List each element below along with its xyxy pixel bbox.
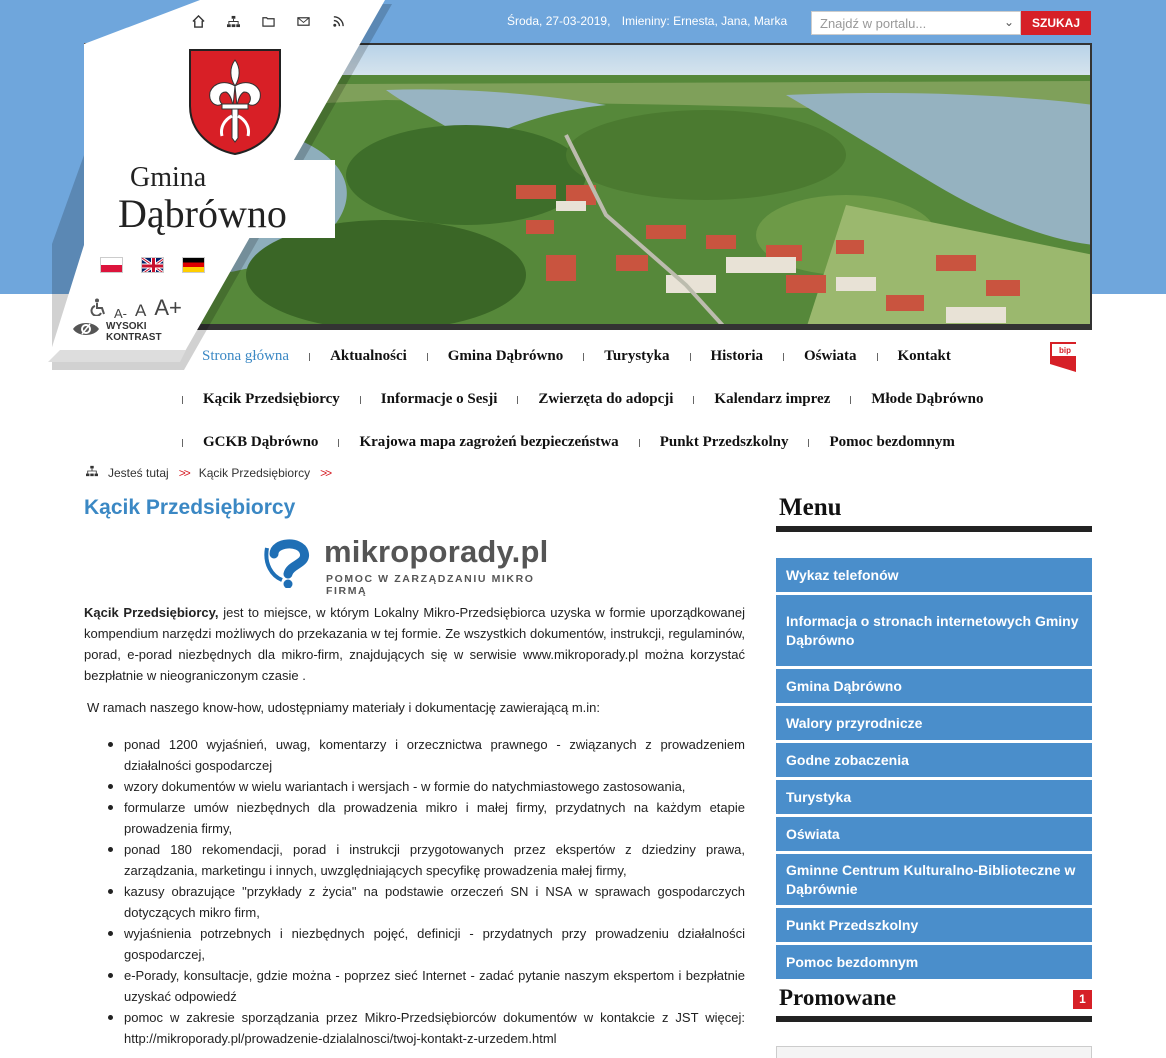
- font-normal-button[interactable]: A: [135, 301, 147, 320]
- sitemap-icon[interactable]: [225, 13, 242, 30]
- contrast-line2: KONTRAST: [106, 331, 162, 343]
- intro-bold: Kącik Przedsiębiorcy,: [84, 605, 219, 620]
- list-item: formularze umów niezbędnych dla prowadzenia mikro i małej firmy, przydatnych na każdym etapie prowadzenia firmy,: [124, 797, 745, 839]
- features-list: [124, 734, 745, 1049]
- nav-item-history[interactable]: Historia: [710, 348, 764, 364]
- wheelchair-icon[interactable]: [90, 298, 106, 321]
- utility-icons: [190, 13, 347, 30]
- sidebar-item-nature[interactable]: Walory przyrodnicze: [776, 706, 1092, 740]
- nav-item-calendar[interactable]: Kalendarz imprez: [714, 391, 831, 407]
- sidebar-item-gmina[interactable]: Gmina Dąbrówno: [776, 669, 1092, 703]
- sidebar-item-homeless[interactable]: Pomoc bezdomnym: [776, 945, 1092, 979]
- flag-pl-icon[interactable]: [100, 257, 123, 273]
- nav-item-education[interactable]: Oświata: [804, 348, 857, 364]
- nav-item-home[interactable]: Strona główna: [202, 348, 290, 364]
- mikroporady-logo[interactable]: [264, 534, 574, 597]
- search-input[interactable]: [811, 11, 1021, 35]
- main-nav-row-3: [182, 434, 975, 451]
- nav-item-gckb[interactable]: GCKB Dąbrówno: [203, 434, 319, 450]
- sidebar-item-preschool[interactable]: Punkt Przedszkolny: [776, 908, 1092, 942]
- nav-item-session-info[interactable]: Informacje o Sesji: [380, 391, 498, 407]
- flag-de-icon[interactable]: [182, 257, 205, 273]
- sidebar-item-sights[interactable]: Godne zobaczenia: [776, 743, 1092, 777]
- flag-uk-icon[interactable]: [141, 257, 164, 273]
- namedays: Imieniny: Ernesta, Jana, Marka: [621, 14, 788, 28]
- promoted-count-badge: 1: [1073, 990, 1092, 1009]
- bip-label: bip: [1059, 346, 1071, 355]
- high-contrast-toggle[interactable]: [72, 320, 162, 343]
- sidebar-item-phones[interactable]: Wykaz telefonów: [776, 558, 1092, 592]
- question-mark-icon: [264, 536, 310, 588]
- breadcrumb-current[interactable]: Kącik Przedsiębiorcy: [198, 465, 311, 480]
- logo-name: mikroporady.pl: [324, 534, 549, 569]
- nav-item-threat-map[interactable]: Krajowa mapa zagrożeń bezpieczeństwa: [359, 434, 619, 450]
- brand-line2: Dąbrówno: [118, 191, 287, 236]
- main-nav-row-2: [182, 391, 1003, 408]
- mail-icon[interactable]: [295, 13, 312, 30]
- folder-icon[interactable]: [260, 13, 277, 30]
- site-brand[interactable]: [110, 160, 335, 238]
- promoted-box: [776, 1046, 1092, 1058]
- search-button[interactable]: SZUKAJ: [1021, 11, 1091, 35]
- chevron-right-icon: >>: [320, 465, 331, 480]
- nav-item-entrepreneur[interactable]: Kącik Przedsiębiorcy: [203, 391, 340, 407]
- sidebar-item-websites[interactable]: Informacja o stronach internetowych Gminy Dąbrówno: [776, 595, 1092, 666]
- list-item: e-Porady, konsultacje, gdzie można - poprzez sieć Internet - zadać pytanie naszym ekspertom i bezpłatnie uzyskać odpowiedź: [124, 965, 745, 1007]
- eye-icon: [72, 320, 100, 343]
- promoted-title: Promowane: [779, 985, 897, 1010]
- sidebar-item-tourism[interactable]: Turystyka: [776, 780, 1092, 814]
- list-item: ponad 1200 wyjaśnień, uwag, komentarzy i orzecznictwa prawnego - związanych z prowadzeniem działalności gospodarczej: [124, 734, 745, 776]
- font-decrease-button[interactable]: A-: [114, 306, 127, 321]
- search-placeholder: Znajdź w portalu...: [820, 16, 927, 31]
- nav-item-animals[interactable]: Zwierzęta do adopcji: [538, 391, 674, 407]
- home-icon[interactable]: [190, 13, 207, 30]
- sitemap-icon: [86, 465, 98, 480]
- nav-item-homeless[interactable]: Pomoc bezdomnym: [829, 434, 955, 450]
- breadcrumb-label: Jesteś tutaj: [108, 465, 169, 480]
- chevron-down-icon[interactable]: ⌄: [1003, 15, 1014, 29]
- sidebar-item-culture-center[interactable]: Gminne Centrum Kulturalno-Biblioteczne w Dąbrównie: [776, 854, 1092, 905]
- list-item: kazusy obrazujące "przykłady z życia" na podstawie orzeczeń SN i NSA w sprawach gospodarczych dotyczących mikro firm,: [124, 881, 745, 923]
- nav-item-tourism[interactable]: Turystyka: [604, 348, 670, 364]
- accessibility-controls: [90, 295, 182, 321]
- list-item: wzory dokumentów w wielu wariantach i wersjach - w formie do natychmiastowego zastosowania,: [124, 776, 745, 797]
- intro-paragraph: [84, 602, 745, 686]
- sidebar-item-education[interactable]: Oświata: [776, 817, 1092, 851]
- logo-tagline: POMOC W ZARZĄDZANIU MIKRO FIRMĄ: [326, 573, 535, 597]
- nav-item-contact[interactable]: Kontakt: [897, 348, 951, 364]
- sidebar-menu-title: Menu: [779, 494, 842, 521]
- language-flags: [100, 257, 205, 273]
- font-increase-button[interactable]: A+: [154, 295, 182, 320]
- current-date: Środa, 27-03-2019,: [507, 14, 611, 28]
- list-item: pomoc w zakresie sporządzania przez Mikro-Przedsiębiorców dokumentów w kontakcie z JST więcej: http://mikroporady.pl/prowadzenie-dzialalnosci/twoj-kontakt-z-urzedem.html: [124, 1007, 745, 1049]
- nav-item-preschool[interactable]: Punkt Przedszkolny: [659, 434, 789, 450]
- intro-paragraph-2: W ramach naszego know-how, udostępniamy materiały i dokumentację zawierającą m.in:: [87, 700, 601, 715]
- sidebar-menu: [776, 558, 1092, 982]
- brand-line1: Gmina: [130, 162, 207, 193]
- intro-rest: jest to miejsce, w którym Lokalny Mikro-Przedsiębiorca uzyska w formie uporządkowanej kompendium narzędzi możliwych do przekazania w tej formie. Ze wszystkich dokumentów, instrukcji, regulaminów, porad, e-porad niezbędnych dla mikro-firm, znajdujących się w serwisie www.mikroporady.pl można korzystać bezpłatnie w nieograniczonym czasie .: [84, 605, 745, 683]
- sidebar-divider: [776, 526, 1092, 532]
- coat-of-arms-logo[interactable]: [186, 46, 284, 156]
- nav-item-gmina[interactable]: Gmina Dąbrówno: [447, 348, 564, 364]
- nav-item-youth[interactable]: Młode Dąbrówno: [871, 391, 984, 407]
- date-info: [507, 14, 795, 28]
- list-item: wyjaśnienia potrzebnych i niezbędnych pojęć, definicji - przydatnych przy prowadzeniu działalności gospodarczej,: [124, 923, 745, 965]
- contrast-line1: WYSOKI: [106, 320, 147, 332]
- breadcrumb: [86, 465, 330, 480]
- nav-item-news[interactable]: Aktualności: [330, 348, 407, 364]
- rss-icon[interactable]: [330, 13, 347, 30]
- chevron-right-icon: >>: [178, 465, 189, 480]
- promoted-divider: [776, 1016, 1092, 1022]
- page-title: Kącik Przedsiębiorcy: [84, 496, 296, 519]
- bip-logo[interactable]: [1050, 342, 1076, 372]
- main-nav-row-1: [182, 348, 971, 365]
- list-item: ponad 180 rekomendacji, porad i instrukcji przygotowanych przez ekspertów z dziedziny prawa, zarządzania, marketingu i innych, uwzględniających specyfikę prowadzenia małej firmy,: [124, 839, 745, 881]
